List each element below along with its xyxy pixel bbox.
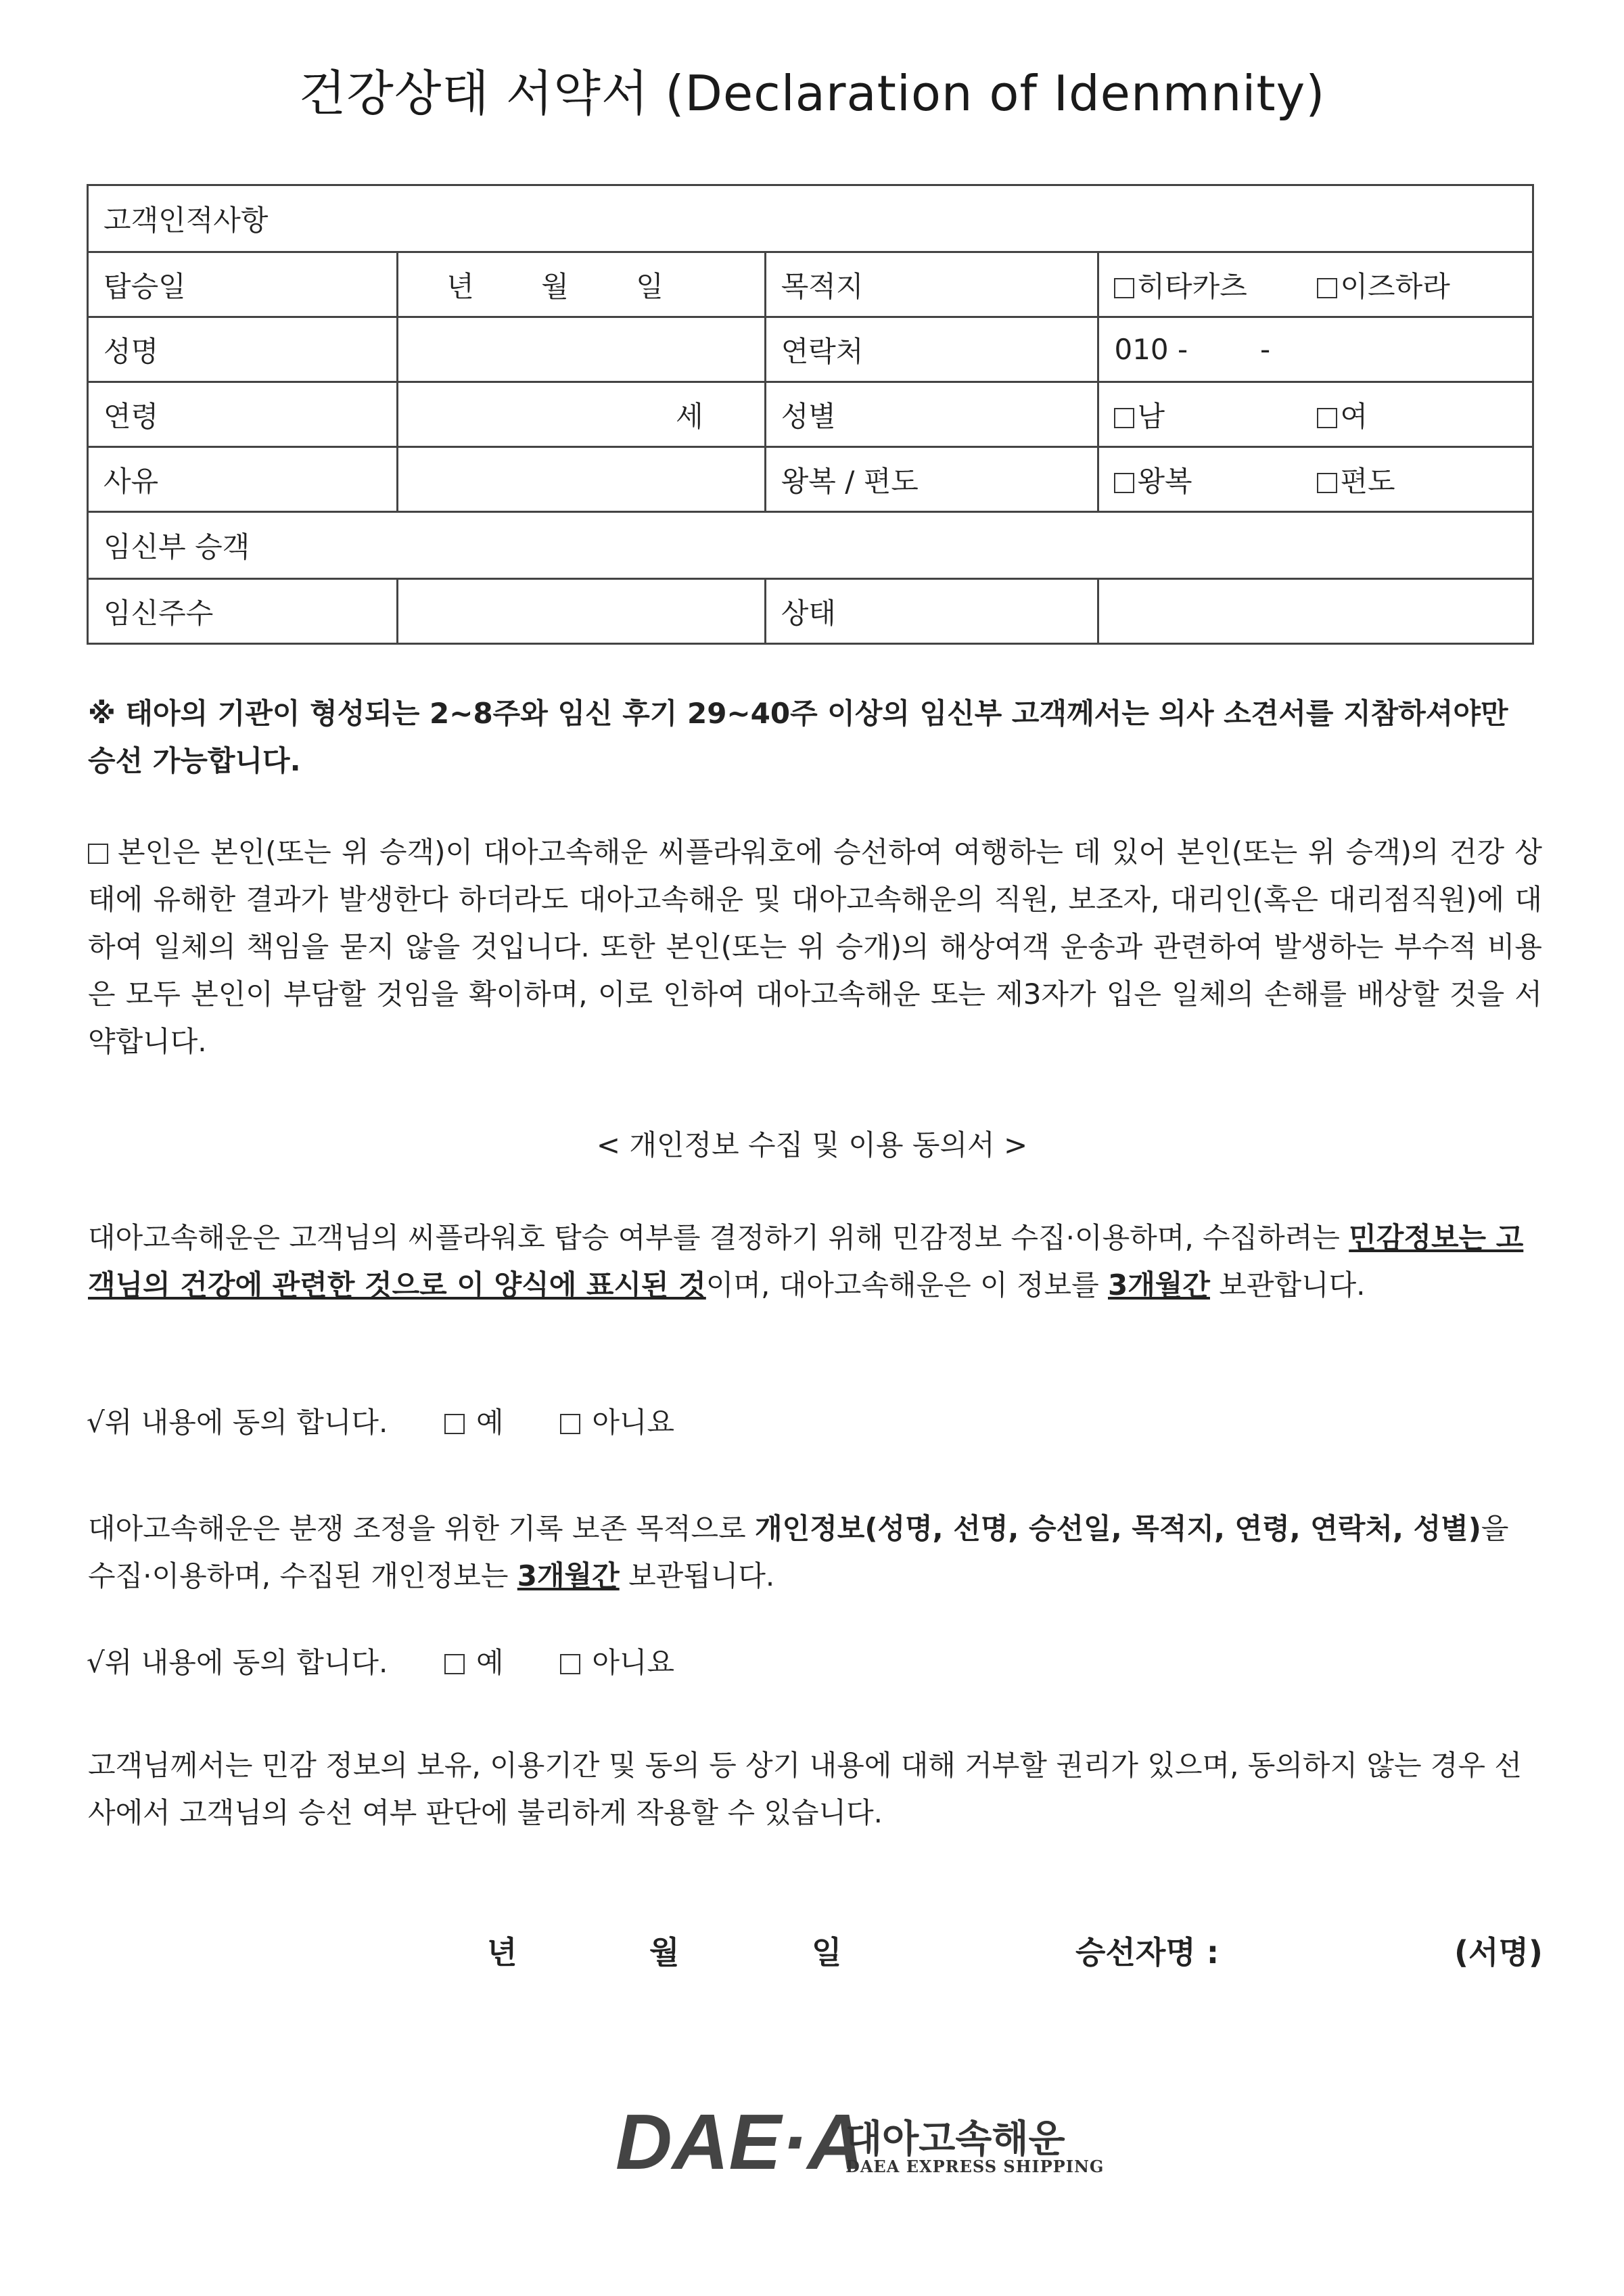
signer-name-label: 승선자명 : [1075, 1934, 1220, 1971]
name-label: 성명 [88, 317, 398, 382]
pregnant-section-header: 임신부 승객 [88, 512, 1533, 579]
reason-label: 사유 [88, 447, 398, 512]
retention-period: 3개월간 [517, 1559, 620, 1592]
contact-label: 연락처 [765, 317, 1098, 382]
contact-field[interactable]: 010 - - [1098, 317, 1533, 382]
agree-no-label: 아니요 [592, 1406, 675, 1439]
destination-options [1098, 252, 1533, 317]
sign-month: 월 [649, 1934, 680, 1971]
customer-section-header: 고객인적사항 [88, 185, 1533, 252]
personal-info-items: 개인정보(성명, 선명, 승선일, 목적지, 연령, 연락처, 성별) [755, 1512, 1481, 1545]
pledge-text: 본인은 본인(또는 위 승객)이 대아고속해운 씨플라워호에 승선하여 여행하는 데 있어 본인(또는 위 승객)의 건강 상태에 유해한 결과가 발생한다 하더라도 대아고속해운 및 대아고속해운의 직원, 보조자, 대리인(혹은 대리점직원)에 대하여 일체의 책임을 묻지 않을 것입니다. 또한 본인(또는 위 승개)의 해상여객 운송과 관련하여 발생하는 부수적 비용은 모두 본인이 부담할 것임을 확이하며, 이로 인하여 대아고속해운 또는 제3자가 입은 일체의 손해를 배상할 것을 서약합니다. [88, 835, 1542, 1058]
checkbox-icon[interactable] [1317, 278, 1337, 298]
logo-korean: 대아고속해운 [845, 2117, 1065, 2161]
checkbox-icon[interactable] [1114, 473, 1134, 493]
gender-options [1098, 382, 1533, 447]
agree-yes-label: 예 [476, 1646, 504, 1679]
agree-yes-checkbox[interactable] [444, 1654, 465, 1674]
checkbox-icon[interactable] [1317, 473, 1337, 493]
trip-type-options [1098, 447, 1533, 512]
boarding-date-field[interactable] [397, 252, 765, 317]
dest-option-hitakatsu[interactable]: 히타카츠 [1114, 265, 1317, 305]
agree-yes-checkbox[interactable] [444, 1414, 465, 1434]
trip-type-label: 왕복 / 편도 [765, 447, 1098, 512]
pledge-paragraph [88, 829, 1542, 1065]
checkbox-icon[interactable] [1114, 278, 1134, 298]
rights-paragraph: 고객님께서는 민감 정보의 보유, 이용기간 및 동의 등 상기 내용에 대해 거부할 권리가 있으며, 동의하지 않는 경우 선사에서 고객님의 승선 여부 판단에 불리하게 작용할 수 있습니다. [88, 1749, 1522, 1829]
gender-label: 성별 [765, 382, 1098, 447]
status-field[interactable] [1098, 579, 1533, 644]
agree-no-label: 아니요 [592, 1646, 675, 1679]
gender-option-female[interactable]: 여 [1317, 400, 1368, 433]
gender-option-male[interactable]: 남 [1114, 394, 1317, 435]
agree-row-2 [87, 1640, 674, 1681]
pregnancy-weeks-field[interactable] [397, 579, 765, 644]
agree-row-1 [87, 1400, 674, 1441]
dest-option-izuhara[interactable]: 이즈하라 [1317, 270, 1449, 303]
document-title: 건강상태 서약서 (Declaration of Idenmnity) [298, 65, 1326, 122]
agree-no-checkbox[interactable] [560, 1414, 580, 1434]
boarding-date-label: 탑승일 [88, 252, 398, 317]
sign-day: 일 [812, 1934, 842, 1971]
checkbox-icon[interactable] [1114, 408, 1134, 428]
sensitive-info-highlight: 민감정보는 고객님의 건강에 관련한 것으로 이 양식에 표시된 것 [88, 1221, 1524, 1302]
pregnancy-weeks-label: 임신주수 [88, 579, 398, 644]
age-label: 연령 [88, 382, 398, 447]
age-field[interactable] [397, 382, 765, 447]
name-field[interactable] [397, 317, 765, 382]
consent-title: < 개인정보 수집 및 이용 동의서 > [596, 1128, 1028, 1162]
agree-no-checkbox[interactable] [560, 1654, 580, 1674]
day-label: 일 [636, 269, 664, 303]
reason-field[interactable] [397, 447, 765, 512]
month-label: 월 [541, 269, 569, 303]
customer-info-table [87, 184, 1534, 645]
signature-mark: (서명) [1454, 1934, 1543, 1971]
consent-paragraph-personal: 대아고속해운은 분쟁 조정을 위한 기록 보존 목적으로 개인정보(성명, 선명, 승선일, 목적지, 연령, 연락처, 성별)을 수집·이용하며, 수집된 개인정보는 3개월간 보관됩니다. [88, 1512, 1509, 1592]
pledge-checkbox[interactable] [88, 844, 108, 864]
agree-yes-label: 예 [476, 1406, 504, 1439]
trip-option-oneway[interactable]: 편도 [1317, 465, 1395, 498]
retention-period: 3개월간 [1108, 1268, 1210, 1302]
agree-label: √위 내용에 동의 합니다. [87, 1646, 388, 1679]
logo-english: DAEA EXPRESS SHIPPING [845, 2157, 1105, 2176]
destination-label: 목적지 [765, 252, 1098, 317]
checkbox-icon[interactable] [1317, 408, 1337, 428]
status-label: 상태 [765, 579, 1098, 644]
sign-year: 년 [487, 1934, 517, 1971]
consent-paragraph-sensitive: 대아고속해운은 고객님의 씨플라워호 탑승 여부를 결정하기 위해 민감정보 수집·이용하며, 수집하려는 민감정보는 고객님의 건강에 관련한 것으로 이 양식에 표시된 것이며, 대아고속해운은 이 정보를 3개월간 보관합니다. [88, 1221, 1524, 1302]
logo-mark: DAE·A [616, 2104, 864, 2178]
trip-option-round[interactable]: 왕복 [1114, 459, 1317, 500]
year-label: 년 [446, 269, 474, 303]
agree-label: √위 내용에 동의 합니다. [87, 1406, 388, 1439]
pregnancy-note: ※ 태아의 기관이 형성되는 2~8주와 임신 후기 29~40주 이상의 임신부 고객께서는 의사 소견서를 지참하셔야만 승선 가능합니다. [88, 697, 1508, 777]
age-unit: 세 [676, 399, 703, 433]
